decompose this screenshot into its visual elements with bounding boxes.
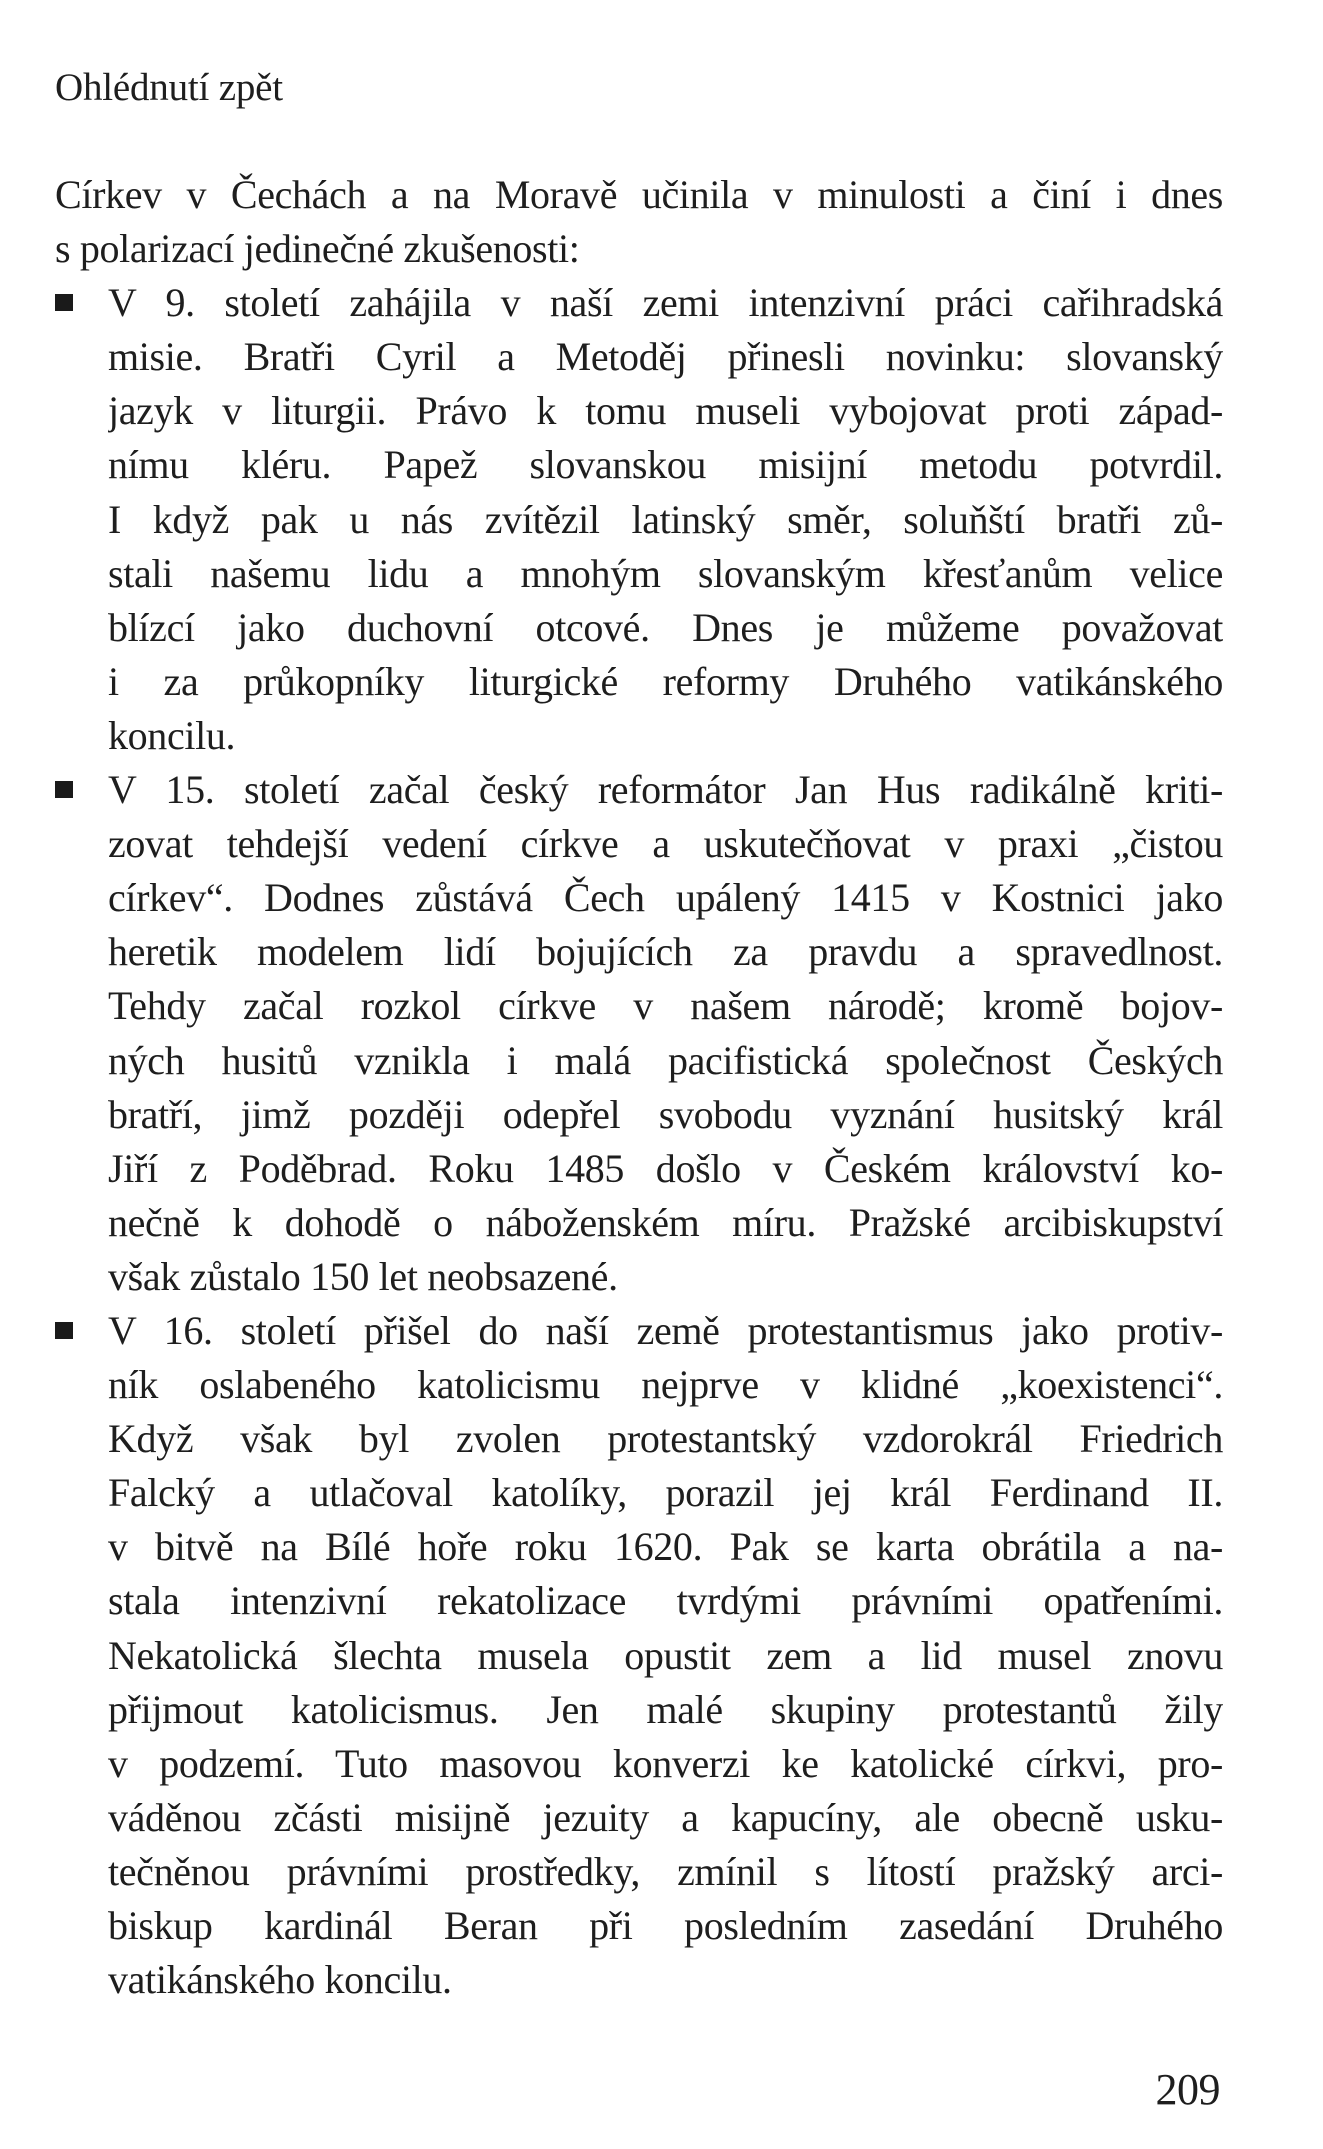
text-line: Tehdy začal rozkol církve v našem národě; kromě bojov- (108, 983, 1223, 1029)
text-line: přijmout katolicismus. Jen malé skupiny protestantů žily (108, 1686, 1223, 1732)
text-line: V 16. století přišel do naší země protestantismus jako protiv- (108, 1307, 1223, 1353)
text-line: bratří, jimž později odepřel svobodu vyznání husitský král (108, 1091, 1223, 1137)
text-line: nímu kléru. Papež slovanskou misijní metodu potvrdil. (108, 442, 1223, 488)
page-number: 209 (1155, 2065, 1220, 2114)
text-line: jazyk v liturgii. Právo k tomu museli vybojovat proti západ- (108, 388, 1223, 434)
text-line: heretik modelem lidí bojujících za pravdu a spravedlnost. (108, 929, 1223, 975)
text-line: s polarizací jedinečné zkušenosti: (55, 226, 580, 272)
text-line: církev“. Dodnes zůstává Čech upálený 1415 v Kostnici jako (108, 875, 1223, 921)
text-line: stali našemu lidu a mnohým slovanským křesťanům velice (108, 550, 1223, 596)
bullet-item-15th-century (55, 763, 1223, 1304)
square-bullet-icon (55, 1322, 73, 1339)
text-line: misie. Bratři Cyril a Metoděj přinesli novinku: slovanský (108, 334, 1223, 380)
text-line: ných husitů vznikla i malá pacifistická společnost Českých (108, 1037, 1223, 1083)
text-line: koncilu. (108, 712, 236, 758)
text-line: V 9. století zahájila v naší zemi intenzivní práci cařihradská (108, 280, 1223, 326)
section-heading: Ohlédnutí zpět (55, 66, 283, 109)
square-bullet-icon (55, 294, 73, 311)
text-line: Církev v Čechách a na Moravě učinila v minulosti a činí i dnes (55, 172, 1223, 217)
text-line: v podzemí. Tuto masovou konverzi ke katolické církvi, pro- (108, 1740, 1223, 1786)
text-line: stala intenzivní rekatolizace tvrdými právními opatřeními. (108, 1578, 1223, 1624)
text-line: ník oslabeného katolicismu nejprve v klidné „koexistenci“. (108, 1362, 1223, 1408)
text-line: blízcí jako duchovní otcové. Dnes je můžeme považovat (108, 604, 1223, 650)
bullet-item-9th-century (55, 276, 1223, 763)
text-line: však zůstalo 150 let neobsazené. (108, 1253, 618, 1299)
text-line: i za průkopníky liturgické reformy Druhého vatikánského (108, 658, 1223, 704)
bullet-item-16th-century (55, 1304, 1223, 2007)
text-line: V 15. století začal český reformátor Jan Hus radikálně kriti- (108, 767, 1223, 813)
text-line: zovat tehdejší vedení církve a uskutečňovat v praxi „čistou (108, 821, 1223, 867)
text-line: Nekatolická šlechta musela opustit zem a lid musel znovu (108, 1632, 1223, 1678)
text-line: Falcký a utlačoval katolíky, porazil jej král Ferdinand II. (108, 1470, 1223, 1516)
text-line: váděnou zčásti misijně jezuity a kapucíny, ale obecně usku- (108, 1794, 1223, 1840)
square-bullet-icon (55, 781, 73, 798)
body-text (55, 168, 1223, 2007)
text-line: biskup kardinál Beran při posledním zasedání Druhého (108, 1903, 1223, 1948)
text-line: nečně k dohodě o náboženském míru. Pražské arcibiskupství (108, 1199, 1223, 1245)
text-line: Když však byl zvolen protestantský vzdorokrál Friedrich (108, 1416, 1223, 1462)
text-line: vatikánského koncilu. (108, 1957, 452, 2003)
text-line: tečněnou právními prostředky, zmínil s lítostí pražský arci- (108, 1848, 1223, 1894)
text-line: v bitvě na Bílé hoře roku 1620. Pak se karta obrátila a na- (108, 1524, 1223, 1570)
intro-paragraph (55, 168, 1223, 276)
text-line: Jiří z Poděbrad. Roku 1485 došlo v Českém království ko- (108, 1145, 1223, 1191)
text-line: I když pak u nás zvítězil latinský směr, soluňští bratři zů- (108, 496, 1223, 542)
